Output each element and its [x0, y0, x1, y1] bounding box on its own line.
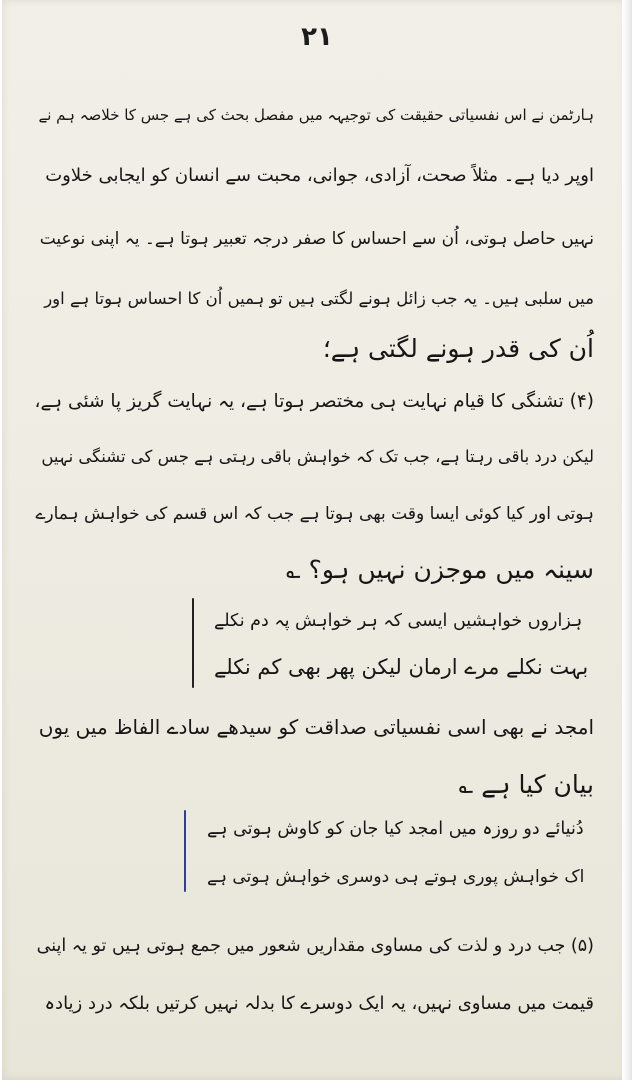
verse-1-line-1: ہزاروں خواہشیں ایسی کہ ہر خواہش پہ دم نکلے [214, 611, 583, 631]
paragraph-2-line-4: سینہ میں موجزن نہیں ہو؟ ؎ [286, 555, 594, 584]
paragraph-1-line-5: اُن کی قدر ہونے لگتی ہے؛ [322, 334, 594, 363]
book-page [2, 0, 632, 1080]
verse-1-margin-line [192, 598, 194, 688]
paragraph-1-line-2: اوپر دیا ہے۔ مثلاً صحت، آزادی، جوانی، محبت سے انسان کو ایجابی خلاوت [45, 165, 594, 186]
paragraph-2-line-2: لیکن درد باقی رہتا ہے، جب تک کہ خواہش باقی رہتی ہے جس کی تشنگی نہیں [41, 447, 594, 466]
paragraph-5-line-2: قیمت میں مساوی نہیں، یہ ایک دوسرے کا بدلہ نہیں کرتیں بلکہ درد زیادہ [44, 993, 594, 1014]
amjad-paragraph-line-2: بیان کیا ہے ؎ [458, 770, 594, 799]
verse-2-line-1: دُنیائے دو روزہ میں امجد کیا جان کو کاوش ہوتی ہے [207, 819, 584, 839]
paragraph-1-line-3: نہیں حاصل ہوتی، اُن سے احساس کا صفر درجہ تعبیر ہوتا ہے۔ یہ اپنی نوعیت [39, 229, 594, 249]
paragraph-1-line-4: میں سلبی ہیں۔ یہ جب زائل ہونے لگتی ہیں تو ہمیں اُن کا احساس ہوتا ہے اور [44, 289, 594, 308]
page-edge [622, 0, 632, 1080]
paragraph-2-line-3: ہوتی اور کیا کوئی ایسا وقت بھی ہوتا ہے جب کہ اس قسم کی خواہش ہمارے [35, 504, 594, 524]
amjad-paragraph-line-1: امجد نے بھی اسی نفسیاتی صداقت کو سیدھے سادے الفاظ میں یوں [38, 715, 594, 739]
verse-2-line-2: اک خواہش پوری ہوتے ہی دوسری خواہش ہوتی ہے [207, 867, 585, 887]
paragraph-1-line-1: ہارٹمن نے اس نفسیاتی حقیقت کی توجیہہ میں مفصل بحث کی ہے جس کا خلاصہ ہم نے [38, 106, 594, 124]
paragraph-2-line-1: (۴) تشنگی کا قیام نہایت ہی مختصر ہوتا ہے، یہ نہایت گریز پا شئی ہے، [34, 391, 594, 412]
verse-2-margin-line [184, 810, 186, 892]
verse-1-line-2: بہت نکلے مرے ارمان لیکن پھر بھی کم نکلے [214, 655, 589, 679]
paragraph-5-line-1: (۵) جب درد و لذت کی مساوی مقداریں شعور میں جمع ہوتی ہیں تو یہ اپنی [36, 936, 594, 956]
page-number: ۲۱ [301, 22, 333, 52]
